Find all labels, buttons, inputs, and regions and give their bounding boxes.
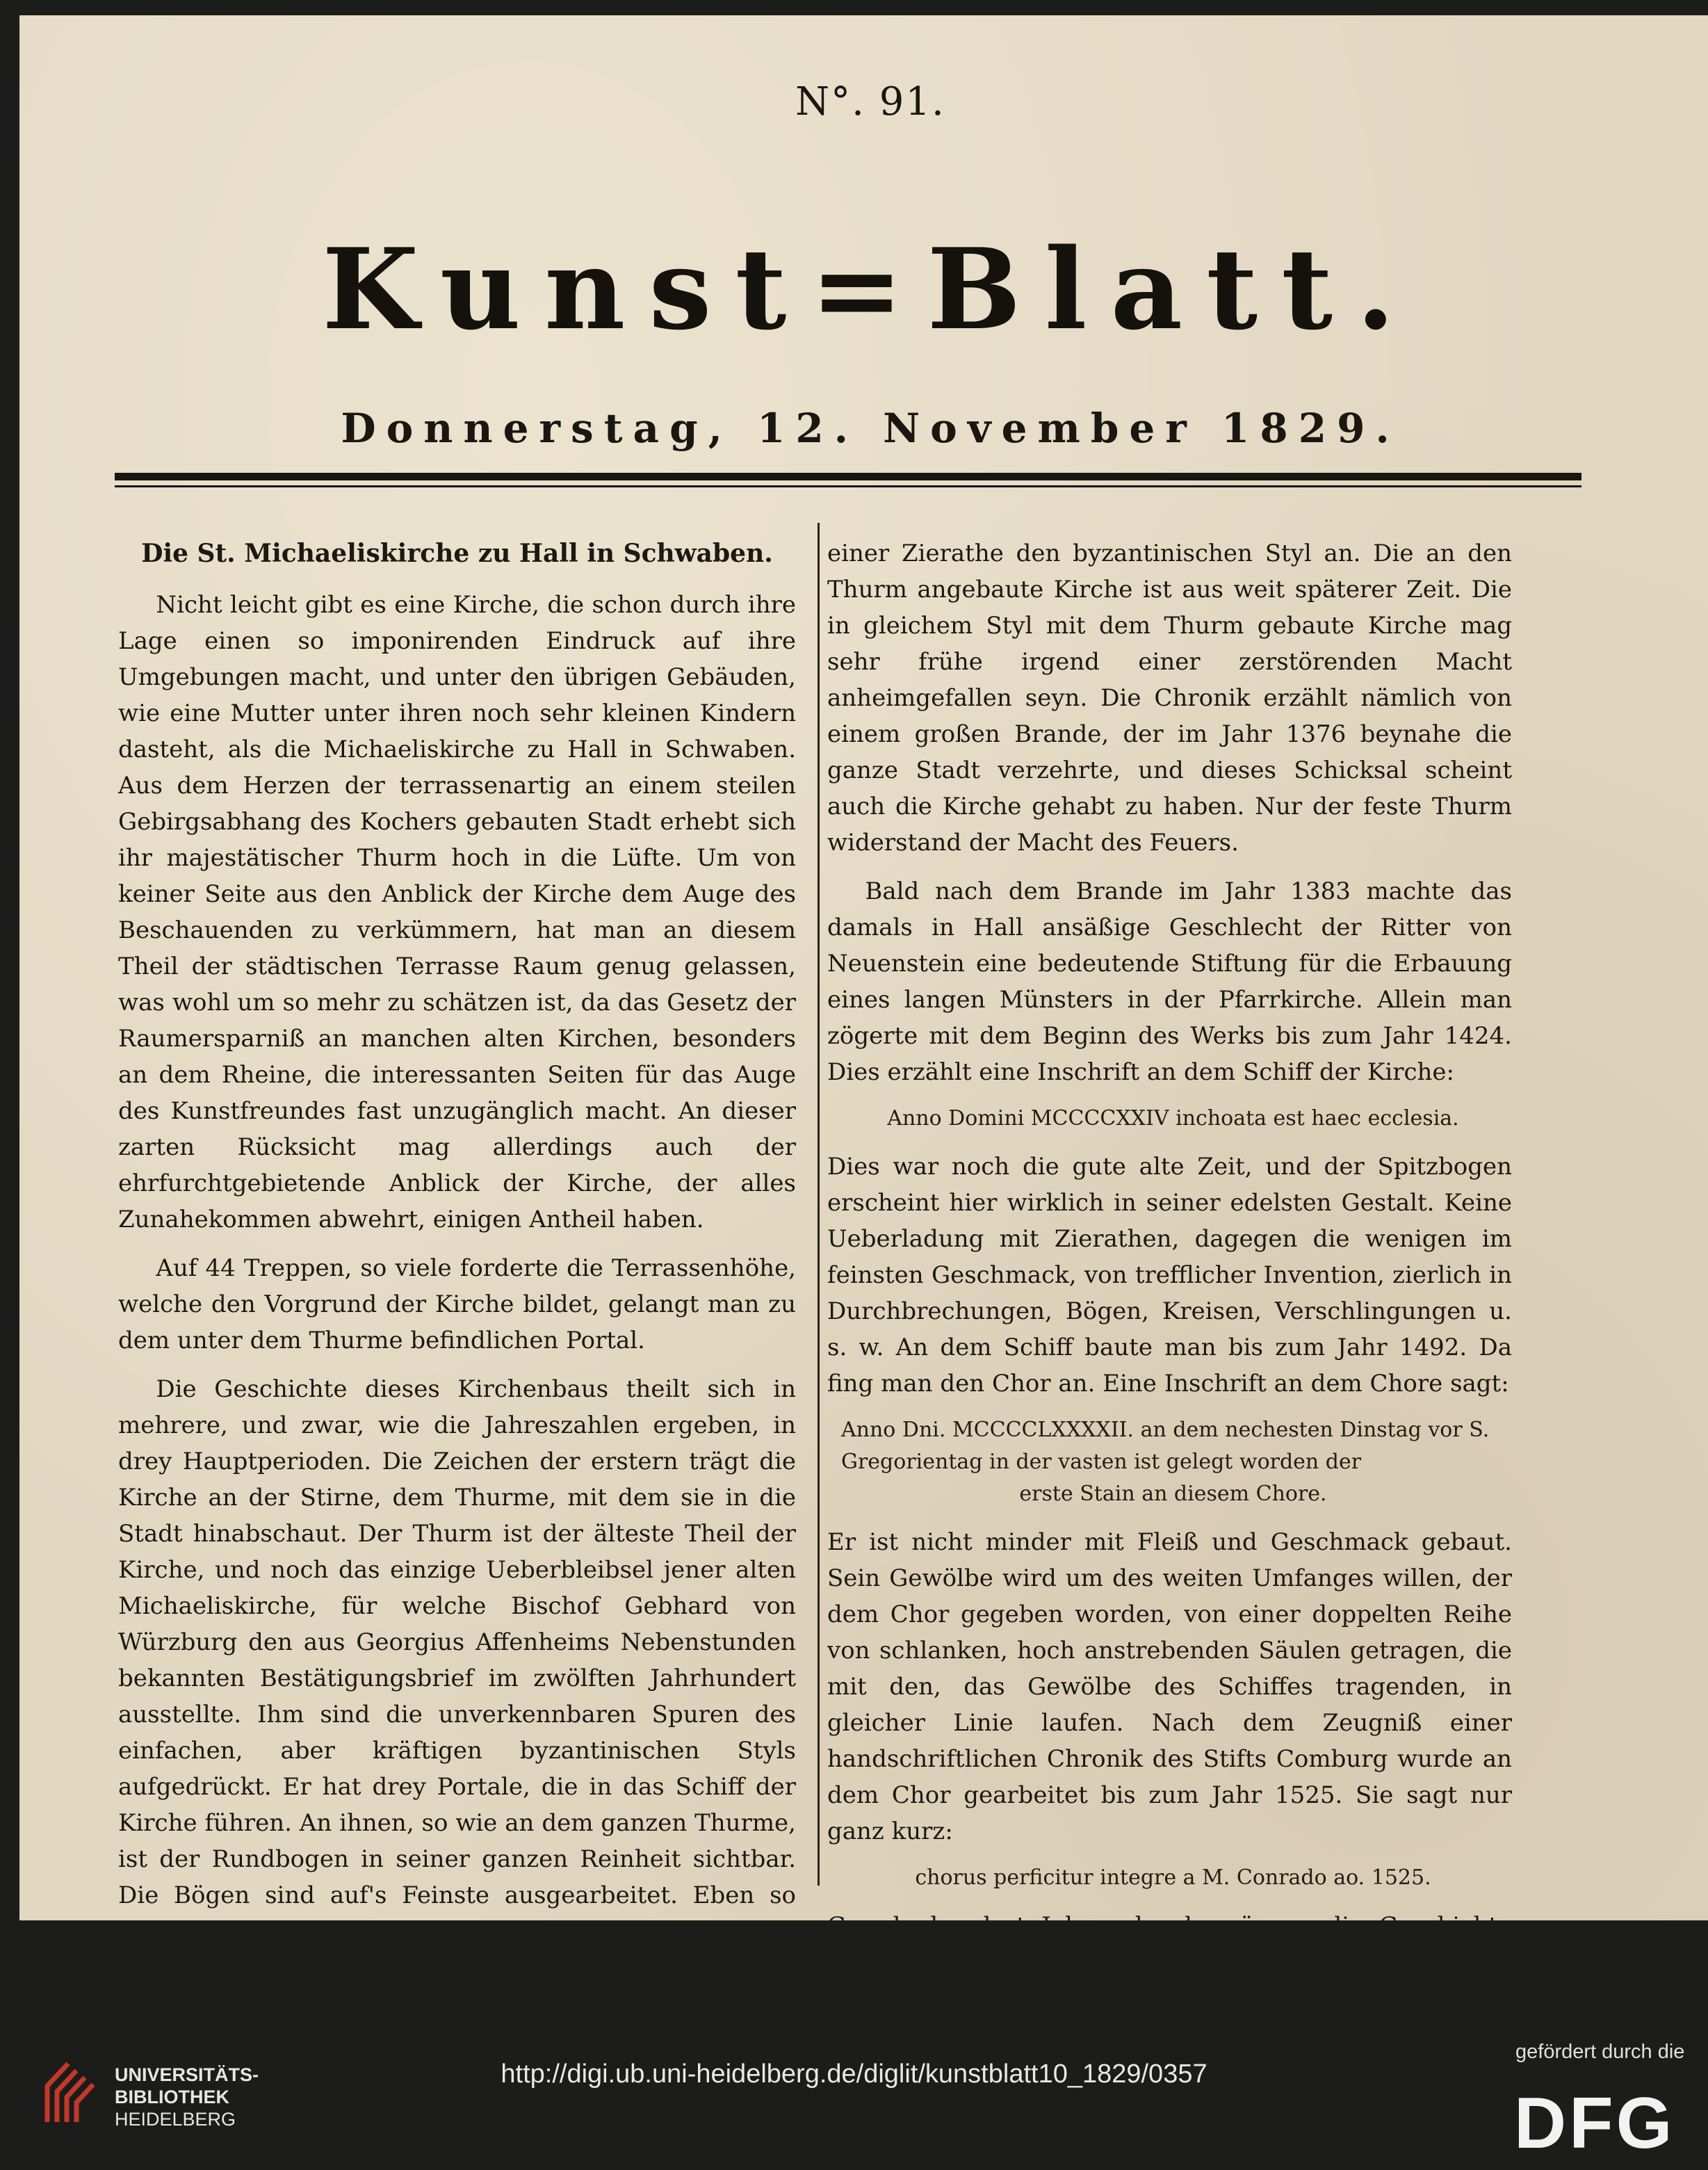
- article-paragraph: Bald nach dem Brande im Jahr 1383 machte das damals in Hall ansäßige Geschlecht der Ritter von Neuenstein eine bedeutende Stiftung für die Erbauung eines langen Münsters in der Pfarrkirche. Allein man zögerte mit dem Beginn des Werks bis zum Jahr 1424. Dies erzählt eine Inschrift an dem Schiff der Kirche:: [827, 877, 1512, 1086]
- institution-name-line: UNIVERSITÄTS-: [115, 2064, 259, 2085]
- inscription-line: Anno Dni. MCCCCLXXXXII. an dem nechesten Dinstag vor S. Gregorientag in der vasten ist gelegt worden der: [841, 1418, 1490, 1474]
- article-heading: Die St. Michaeliskirche zu Hall in Schwaben.: [141, 539, 773, 568]
- inscription-line: erste Stain an diesem Chore.: [1019, 1482, 1327, 1506]
- dateline: Donnerstag, 12. November 1829.: [341, 405, 1400, 452]
- funded-by-label: gefördert durch die: [1515, 2041, 1685, 2063]
- article-paragraph: Nicht leicht gibt es eine Kirche, die schon durch ihre Lage einen so imponirenden Eindruck auf ihre Umgebungen macht, und unter den übrigen Gebäuden, wie eine Mutter unter ihren noch sehr kleinen Kindern dasteht, als die Michaeliskirche zu Hall in Schwaben. Aus dem Herzen der terrassenartig an einem steilen Gebirgsabhang des Kochers gebauten Stadt erhebt sich ihr majestätischer Thurm hoch in die Lüfte. Um von keiner Seite aus den Anblick der Kirche dem Auge des Beschauenden zu verkümmern, hat man an diesem Theil der städtischen Terrasse Raum genug gelassen, was wohl um so mehr zu schätzen ist, da das Gesetz der Raumersparniß an manchen alten Kirchen, besonders an dem Rheine, die interessanten Seiten für das Auge des Kunstfreundes fast unzugänglich macht. An dieser zarten Rücksicht mag allerdings auch der ehrfurchtgebietende Anblick der Kirche, der alles Zunahekommen abwehrt, einigen Antheil haben.: [118, 591, 796, 1233]
- article-paragraph: Er ist nicht minder mit Fleiß und Geschmack gebaut. Sein Gewölbe wird um des weiten Umfanges willen, der dem Chor gegeben worden, von einer doppelten Reihe von schlanken, hoch anstrebenden Säulen getragen, die mit den, das Gewölbe des Schiffes tragenden, in gleicher Linie laufen. Nach dem Zeugniß einer handschriftlichen Chronik des Stifts Comburg wurde an dem Chor gearbeitet bis zum Jahr 1525. Sie sagt nur ganz kurz:: [827, 1528, 1512, 1845]
- inscription-quote: [841, 1414, 1505, 1510]
- dfg-logo: DFG: [1514, 2083, 1675, 2164]
- masthead-title: Kunst=Blatt.: [322, 224, 1419, 355]
- right-column: [827, 535, 1512, 1993]
- masthead-rule-thick: [115, 473, 1581, 480]
- article-paragraph: Die Geschichte dieses Kirchenbaus theilt sich in mehrere, und zwar, wie die Jahreszahlen ergeben, in drey Hauptperioden. Die Zeichen der erstern trägt die Kirche an der Stirne, dem Thurme, mit dem sie in die Stadt hinabschaut. Der Thurm ist der älteste Theil der Kirche, und noch das einzige Ueberbleibsel jener alten Michaeliskirche, für welche Bischof Gebhard von Würzburg den aus Georgius Affenheims Nebenstunden bekannten Bestätigungsbrief im zwölften Jahrhundert ausstellte. Ihm sind die unverkennbaren Spuren des einfachen, aber kräftigen byzantinischen Styls aufgedrückt. Er hat drey Portale, die in das Schiff der Kirche führen. An ihnen, so wie an dem ganzen Thurme, ist der Rundbogen in seiner ganzen Reinheit sichtbar. Die Bögen sind auf's Feinste ausgearbeitet. Eben so: [118, 1375, 796, 1909]
- inscription-quote: chorus perficitur integre a M. Conrado ao. 1525.: [915, 1865, 1431, 1890]
- left-column: [118, 535, 796, 2034]
- article-paragraph: einer Zierathe den byzantinischen Styl an. Die an den Thurm angebaute Kirche ist aus weit späterer Zeit. Die in gleichem Styl mit dem Thurm gebaute Kirche mag sehr frühe irgend einer zerstörenden Macht anheimgefallen seyn. Die Chronik erzählt nämlich von einem großen Brande, der im Jahr 1376 beynahe die ganze Stadt verzehrte, und dieses Schicksal scheint auch die Kirche gehabt zu haben. Nur der feste Thurm widerstand der Macht des Feuers.: [827, 540, 1512, 857]
- inscription-quote: Anno Domini MCCCCXXIV inchoata est haec ecclesia.: [887, 1106, 1459, 1131]
- issue-number: N°. 91.: [795, 79, 945, 124]
- institution-name-line: BIBLIOTHEK: [115, 2087, 229, 2107]
- viewer-footer: [0, 1920, 1708, 2170]
- column-divider: [818, 523, 820, 1886]
- article-paragraph: Dies war noch die gute alte Zeit, und der Spitzbogen erscheint hier wirklich in seiner edelsten Gestalt. Keine Ueberladung mit Zierathen, dagegen die wenigen im feinsten Geschmack, von trefflicher Invention, zierlich in Durchbrechungen, Bögen, Kreisen, Verschlingungen u. s. w. An dem Schiff baute man bis zum Jahr 1492. Da fing man den Chor an. Eine Inschrift an dem Chore sagt:: [827, 1153, 1512, 1398]
- masthead-rule-thin: [115, 485, 1581, 487]
- permalink-url[interactable]: http://digi.ub.uni-heidelberg.de/diglit/kunstblatt10_1829/0357: [501, 2059, 1207, 2089]
- article-paragraph: Auf 44 Treppen, so viele forderte die Terrassenhöhe, welche den Vorgrund der Kirche bildet, gelangt man zu dem unter dem Thurme befindlichen Portal.: [118, 1254, 796, 1354]
- institution-name-line: HEIDELBERG: [115, 2109, 236, 2130]
